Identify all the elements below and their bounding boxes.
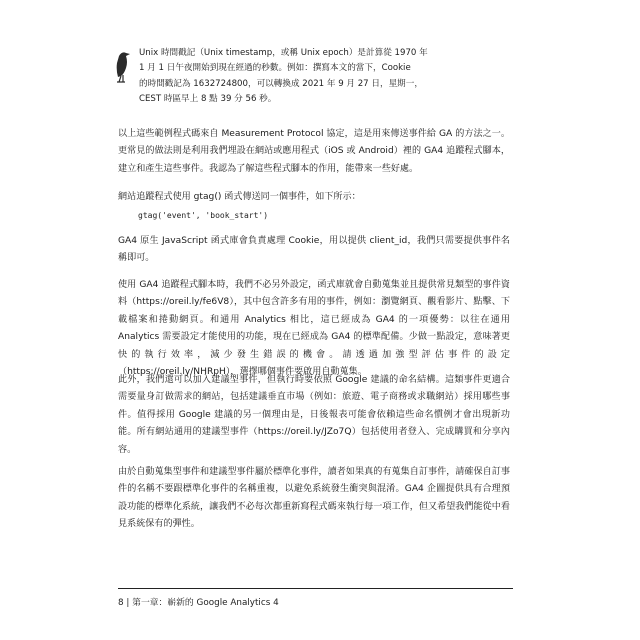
note-line: 的時間戳記為 1632724800，可以轉換成 2021 年 9 月 27 日，星期一， [139,78,423,89]
paragraph-custom-events: 由於自動蒐集型事件和建議型事件屬於標準化事件，讀者如果真的有蒐集自訂事件，請確保自訂事件的名稱不要跟標準化事件的名稱重複，以避免系統發生衝突與混淆。GA4 企圖提供具有合理預設功能的標準化系統，讓我們不必每次都重新寫程式碼來執行每一項工作，但又希望我們能從中看見系統保有的彈性。 [118,467,510,530]
page-footer: 8 | 第一章：嶄新的 Google Analytics 4 [118,598,279,608]
callout-note [139,46,509,108]
note-line: Unix 時間戳記（Unix timestamp，或稱 Unix epoch）是計算從 1970 年 [139,48,428,58]
paragraph-intro: 以上這些範例程式碼來自 Measurement Protocol 協定，這是用來傳送事件給 GA 的方法之一。更常見的做法則是利用我們埋設在網站或應用程式（iOS 或 Android）裡的 GA4 追蹤程式腳本，建立和產生這些事件。我認為了解這些程式腳本的作用，能帶來一些好處。 [118,129,510,174]
paragraph-recommended-events: 此外，我們還可以加入建議型事件，但執行時要依照 Google 建議的命名結構。這類事件更適合需要量身訂做需求的網站，包括建議垂直市場（例如：旅遊、電子商務或求職網站）採用哪些事件。值得採用 Google 建議的另一個理由是，日後報表可能會依賴這些命名慣例才會出現新功能。所有網站通用的建議型事件（https://oreil.ly/JZo7Q）包括使用者登入、完成購買和分享內容。 [118,375,510,455]
note-line: 1 月 1 日午夜開始到現在經過的秒數。例如：撰寫本文的當下，Cookie [139,63,411,74]
crow-icon [113,50,135,86]
code-snippet: gtag('event', 'book_start') [138,211,269,220]
paragraph-gtag: 網站追蹤程式使用 gtag() 函式傳送同一個事件，如下所示： [118,192,361,202]
footer-divider [118,588,513,589]
paragraph-client-id: GA4 原生 JavaScript 函式庫會負責處理 Cookie，用以提供 client_id，我們只需要提供事件名稱即可。 [118,236,510,264]
paragraph-auto-events: 使用 GA4 追蹤程式腳本時，我們不必另外設定，函式庫就會自動蒐集並且提供常見類型的事件資料（https://oreil.ly/fe6V8），其中包含許多有用的事件，例如：瀏覽網頁、觀看影片、點擊、下載檔案和捲動網頁。和通用 Analytics 相比，這已經成為 GA4 的一項優勢：以往在通用 Analytics 需要設定才能使用的功能，現在已經成為 GA4 的標準配備。少做一點設定，意味著更快的執行效率，減少發生錯誤的機會。請透過加強型評估事件的設定（https://oreil.ly/NHRpH），選擇哪個事件要啟用自動蒐集。 [118,280,510,378]
note-line: CEST 時區早上 8 點 39 分 56 秒。 [139,94,277,105]
